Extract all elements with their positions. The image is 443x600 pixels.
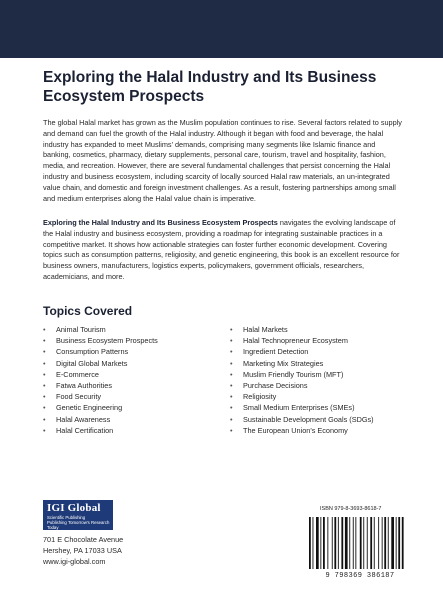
bullet-icon: •: [230, 425, 233, 435]
barcode-bar: [370, 517, 372, 569]
barcode-bar: [345, 517, 348, 569]
topic-item: • Small Medium Enterprises (SMEs): [230, 403, 355, 413]
bullet-icon: •: [230, 369, 233, 379]
logo-name: IGI Global: [47, 502, 101, 514]
barcode-bar: [316, 517, 319, 569]
bullet-icon: •: [43, 403, 46, 413]
bullet-icon: •: [43, 392, 46, 402]
barcode-bar: [382, 517, 383, 569]
barcode: [305, 515, 415, 571]
book-title: Exploring the Halal Industry and Its Business Ecosystem Prospects: [43, 69, 377, 105]
barcode-bar: [388, 517, 389, 569]
topic-item: • Religiosity: [230, 392, 277, 402]
topic-item: • Marketing Mix Strategies: [230, 358, 324, 368]
topic-item: • The European Union's Economy: [230, 425, 348, 435]
barcode-bar: [353, 517, 354, 569]
barcode-number: 9 798369 386187: [325, 572, 395, 580]
description-paragraph-2: [43, 218, 403, 283]
barcode-bar: [338, 517, 339, 569]
topic-item: • Genetic Engineering: [43, 403, 123, 413]
bullet-icon: •: [43, 369, 46, 379]
publisher-logo: [43, 500, 113, 530]
topic-item: • Halal Certification: [43, 425, 114, 435]
topic-item: • Ingredient Detection: [230, 347, 309, 357]
bullet-icon: •: [230, 392, 233, 402]
barcode-bar: [396, 517, 397, 569]
topic-item: • Halal Technopreneur Ecosystem: [230, 336, 348, 346]
barcode-bar: [355, 517, 356, 569]
barcode-bar: [313, 517, 314, 569]
description-paragraph-1: The global Halal market has grown as the Muslim population continues to rise. Several factors related to supply and demand can fuel the growth of the Halal industry. Although it began with food and beverage, the halal industry has expanded to meet Muslims' demands, comprising many segments like Islamic finance and banking, cosmetics, pharmacy, dietary supplements, personal care, tourism, travel and hospitality, fashion, media, and recreation. However, there are several fundamental challenges that persist concerning the Halal industry and business ecosystem, including scarcity of locally sourced Halal raw materials, an un-integrated value chain, and domestic and foreign investment challenges. As a result, fostering partnerships among small and medium enterprises along the Halal value chain is imperative.: [43, 118, 402, 203]
barcode-bar: [349, 517, 350, 569]
isbn-label: ISBN 979-8-3693-8618-7: [320, 506, 382, 512]
bullet-icon: •: [43, 425, 46, 435]
bullet-icon: •: [230, 414, 233, 424]
topic-item: • Muslim Friendly Tourism (MFT): [230, 369, 344, 379]
bullet-icon: •: [230, 325, 233, 334]
barcode-bar: [309, 517, 311, 569]
bullet-icon: •: [230, 381, 233, 391]
logo-tagline: Scientific Publishing Publishing Tomorrow's Research Today: [47, 515, 110, 530]
barcode-bar: [360, 517, 362, 569]
bullet-icon: •: [43, 336, 46, 346]
topic-item: • Digital Global Markets: [43, 358, 128, 368]
barcode-bar: [332, 517, 333, 569]
barcode-bar: [378, 517, 379, 569]
bullet-icon: •: [43, 325, 46, 334]
barcode-bar: [334, 517, 336, 569]
bullet-icon: •: [230, 336, 233, 346]
barcode-bar: [320, 517, 321, 569]
barcode-bar: [341, 517, 343, 569]
topic-item: • Sustainable Development Goals (SDGs): [230, 414, 374, 424]
bullet-icon: •: [43, 414, 46, 424]
barcode-bar: [327, 517, 328, 569]
bullet-icon: •: [43, 358, 46, 368]
barcode-bar: [384, 517, 386, 569]
address-line: Hershey, PA 17033 USA: [43, 546, 122, 556]
bullet-icon: •: [230, 347, 233, 357]
barcode-bar: [323, 517, 325, 569]
cover-top-band: [0, 0, 443, 58]
publisher-address: [43, 534, 123, 568]
topics-heading: Topics Covered: [43, 304, 133, 318]
topic-item: • Business Ecosystem Prospects: [43, 336, 158, 346]
topic-item: • Purchase Decisions: [230, 381, 308, 391]
barcode-bar: [398, 517, 400, 569]
topic-item: • Animal Tourism: [43, 325, 106, 334]
inline-book-title: Exploring the Halal Industry and Its Business Ecosystem Prospects: [43, 218, 278, 227]
topic-item: • E-Commerce: [43, 369, 99, 379]
address-line: 701 E Chocolate Avenue: [43, 535, 124, 544]
bullet-icon: •: [43, 347, 46, 357]
topic-item: • Consumption Patterns: [43, 347, 129, 357]
topic-item: • Fatwa Authorities: [43, 381, 112, 391]
barcode-bar: [391, 517, 394, 569]
topic-item: • Food Security: [43, 392, 102, 402]
bullet-icon: •: [230, 403, 233, 413]
barcode-bar: [374, 517, 375, 569]
publisher-website: www.igi-global.com: [43, 557, 106, 567]
bullet-icon: •: [43, 381, 46, 391]
topic-item: • Halal Awareness: [43, 414, 111, 424]
topic-item: • Halal Markets: [230, 325, 288, 334]
barcode-bar: [402, 517, 404, 569]
paragraph-2-text: navigates the evolving landscape of the Halal industry and business ecosystem, providing a roadmap for integrating sustainable practices in a competitive market. It shows how actionable strategies can foster further economic development. Covering topics such as consumption patterns, religiosity, and genetic engineering, this book is an excellent resource for business owners, manufacturers, logistics experts, policymakers, government officials, researchers, academicians, and more.: [43, 218, 400, 281]
barcode-bar: [367, 517, 368, 569]
barcode-bar: [363, 517, 364, 569]
topics-list-right: [230, 324, 420, 436]
bullet-icon: •: [230, 358, 233, 368]
topics-list-left: [43, 324, 223, 436]
